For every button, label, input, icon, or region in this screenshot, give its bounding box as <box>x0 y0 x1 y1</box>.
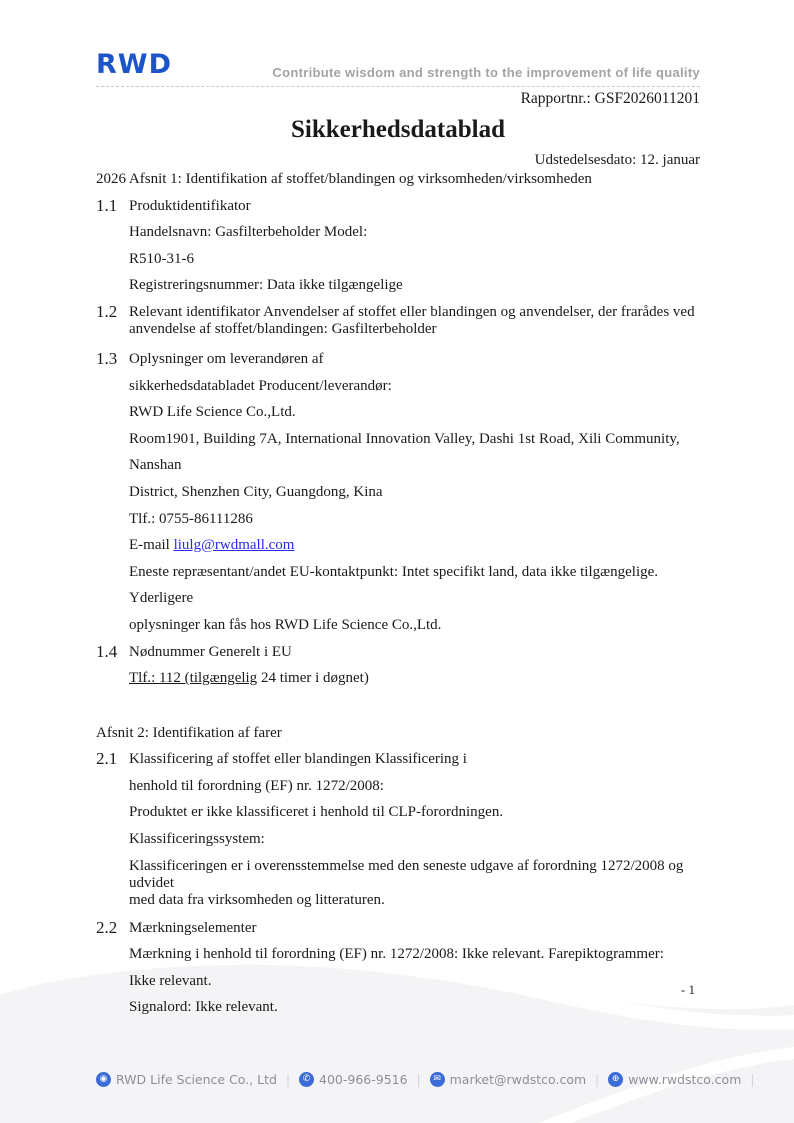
footer-separator: | <box>285 1072 290 1087</box>
section-1-3 <box>96 346 700 373</box>
email-label: E-mail <box>129 537 174 554</box>
footer-separator: | <box>416 1072 421 1087</box>
email-line <box>96 532 700 559</box>
body-line: Room1901, Building 7A, International Innovation Valley, Dashi 1st Road, Xili Community, Nanshan <box>129 430 680 474</box>
body-line: anvendelse af stoffet/blandingen: Gasfilterbeholder <box>129 320 437 337</box>
page-number: - 1 <box>680 982 695 997</box>
footer-email-label: market@rwdstco.com <box>449 1072 587 1087</box>
section-1-1 <box>96 193 700 220</box>
section2-heading: Afsnit 2: Identifikation af farer <box>96 724 282 741</box>
section-number: 2.2 <box>96 917 118 937</box>
section-title: Mærkningselementer <box>129 919 257 936</box>
body-line: Klassificeringssystem: <box>129 831 265 848</box>
body-line: Signalord: Ikke relevant. <box>129 999 278 1016</box>
footer-company-label: RWD Life Science Co., Ltd <box>116 1072 277 1087</box>
footer-website-label: www.rwdstco.com <box>628 1072 742 1087</box>
section-title: Oplysninger om leverandøren af <box>129 350 324 367</box>
location-icon: ◉ <box>96 1072 111 1087</box>
body-line: RWD Life Science Co.,Ltd. <box>129 404 296 421</box>
emergency-phone-line <box>96 665 700 692</box>
body-line: sikkerhedsdatabladet Producent/leverandør: <box>129 377 392 394</box>
footer-phone <box>299 1072 408 1087</box>
globe-icon: ⊕ <box>608 1072 623 1087</box>
section-number: 2.1 <box>96 749 118 769</box>
body-line: Eneste repræsentant/andet EU-kontaktpunkt: Intet specifikt land, data ikke tilgængelige. Yderligere <box>129 563 659 607</box>
section-1-2 <box>96 299 700 342</box>
body-line: District, Shenzhen City, Guangdong, Kina <box>129 483 383 500</box>
page-title: Sikkerhedsdatablad <box>291 116 505 143</box>
section1-heading: 2026 Afsnit 1: Identifikation af stoffet/blandingen og virksomheden/virksomheden <box>96 171 592 187</box>
body-line: henhold til forordning (EF) nr. 1272/2008: <box>129 777 384 794</box>
section-title: Produktidentifikator <box>129 197 251 214</box>
body-line: Produktet er ikke klassificeret i henhold til CLP-forordningen. <box>129 804 504 821</box>
body-line: Tlf.: 0755-86111286 <box>129 510 253 527</box>
report-number: Rapportnr.: GSF2026011201 <box>520 90 700 107</box>
section-2-1 <box>96 746 700 773</box>
footer-separator: | <box>595 1072 600 1087</box>
classification-paragraph <box>96 853 700 909</box>
footer-email <box>430 1072 587 1087</box>
section-number: 1.1 <box>96 195 118 215</box>
section-text <box>129 299 700 338</box>
header-divider <box>96 86 700 87</box>
brand-tagline: Contribute wisdom and strength to the improvement of life quality <box>272 65 700 80</box>
body-line: med data fra virksomheden og litteraturen. <box>129 891 385 908</box>
section-1-4 <box>96 639 700 666</box>
section-number: 1.2 <box>96 301 118 321</box>
footer-separator: | <box>750 1072 755 1087</box>
email-link[interactable]: liulg@rwdmall.com <box>173 537 295 554</box>
section-2-2 <box>96 915 700 942</box>
emergency-phone-underlined: Tlf.: 112 (tilgængelig <box>129 670 258 687</box>
section-number: 1.4 <box>96 641 118 661</box>
rwd-logo: RWD <box>96 49 172 80</box>
mail-icon: ✉ <box>430 1072 445 1087</box>
footer-company <box>96 1072 277 1087</box>
emergency-phone-rest: 24 timer i døgnet) <box>257 670 369 687</box>
footer-phone-label: 400-966-9516 <box>319 1072 408 1087</box>
body-line: oplysninger kan fås hos RWD Life Science Co.,Ltd. <box>129 616 442 633</box>
body-line: Registreringsnummer: Data ikke tilgængelige <box>129 277 403 294</box>
section-title: Nødnummer Generelt i EU <box>129 643 292 660</box>
body-line: Handelsnavn: Gasfilterbeholder Model: <box>129 224 368 241</box>
header <box>96 50 700 169</box>
issue-date: Udstedelsesdato: 12. januar <box>534 152 700 168</box>
document-body <box>96 166 700 1021</box>
body-line: Klassificeringen er i overensstemmelse med den seneste udgave af forordning 1272/2008 og udvidet <box>129 857 684 891</box>
body-line: Ikke relevant. <box>129 972 212 989</box>
body-line: Mærkning i henhold til forordning (EF) nr. 1272/2008: Ikke relevant. Farepiktogrammer: <box>129 946 664 963</box>
body-line: Relevant identifikator Anvendelser af stoffet eller blandingen og anvendelser, der frarådes ved <box>129 303 695 320</box>
footer-contact-bar <box>96 1072 794 1087</box>
phone-icon: ✆ <box>299 1072 314 1087</box>
section-number: 1.3 <box>96 348 118 368</box>
body-line: R510-31-6 <box>129 250 194 267</box>
footer-website <box>608 1072 741 1087</box>
section-title: Klassificering af stoffet eller blandingen Klassificering i <box>129 751 467 768</box>
